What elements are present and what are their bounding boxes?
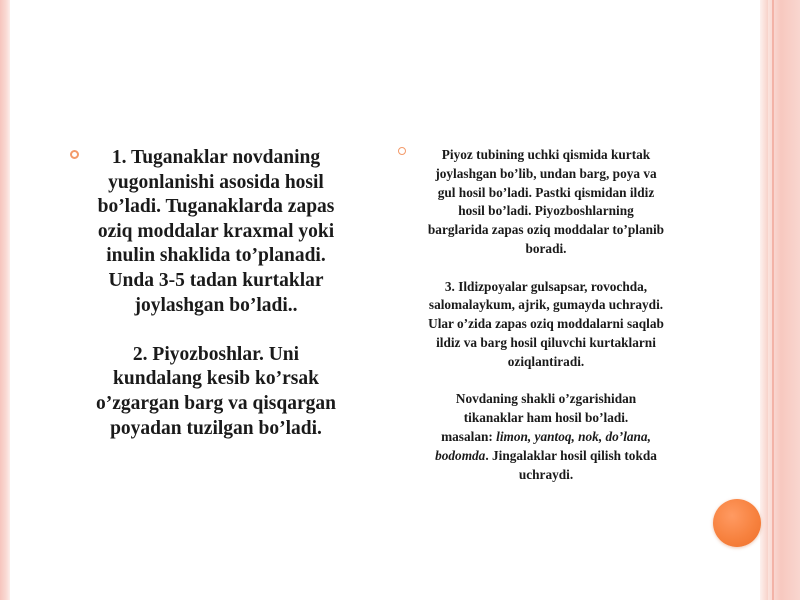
- right-edge-inner-decoration: [760, 0, 768, 600]
- left-paragraph-2: 2. Piyozboshlar. Uni kundalang kesib ko’rsak o’zgargan barg va qisqargan poyadan tuzilgan bo’ladi.: [96, 343, 336, 439]
- right-paragraph-gap-2: [396, 372, 696, 391]
- right-p3-line-1: Novdaning shakli o’zgarishidan: [455, 391, 637, 407]
- right-edge-line: [772, 0, 774, 600]
- left-edge-decoration: [0, 0, 10, 600]
- right-p3-line-3-prefix: masalan:: [441, 428, 497, 444]
- left-paragraph-1: 1. Tuganaklar novdaning yugonlanishi asosida hosil bo’ladi. Tuganaklarda zapas oziq moddalar kraxmal yoki inulin shaklida to’planadi. Unda 3-5 tadan kurtaklar joylashgan bo’ladi..: [97, 147, 335, 316]
- right-paragraph-1: Piyoz tubining uchki qismida kurtak joylashgan bo’lib, undan barg, poya va gul hosil bo’ladi. Pastki qismidan ildiz hosil bo’ladi. Piyozboshlarning barglarida zapas oziq moddalar to’planib boradi.: [427, 147, 665, 256]
- right-p3-line-5: uchraydi.: [518, 466, 574, 482]
- right-paragraph-gap-1: [396, 259, 696, 278]
- right-paragraph-3: [396, 390, 696, 484]
- right-text-column: [396, 146, 696, 484]
- left-text-column: [70, 146, 362, 441]
- right-p3-line-4-italic: bodomda: [435, 447, 486, 463]
- right-p3-line-4-rest: . Jingalaklar hosil qilish tokda: [485, 447, 657, 463]
- right-p3-line-3-italic: limon, yantoq, nok, do’lana,: [496, 428, 651, 444]
- right-paragraph-2: 3. Ildizpoyalar gulsapsar, rovochda, salomalaykum, ajrik, gumayda uchraydi. Ular o’zida zapas oziq moddalarni saqlab ildiz va barg hosil qiluvchi kurtaklarni oziqlantiradi.: [428, 278, 664, 369]
- right-p3-line-2: tikanaklar ham hosil bo’ladi.: [463, 410, 629, 426]
- orange-circle-icon: [713, 499, 761, 547]
- left-paragraph-gap: [70, 318, 362, 343]
